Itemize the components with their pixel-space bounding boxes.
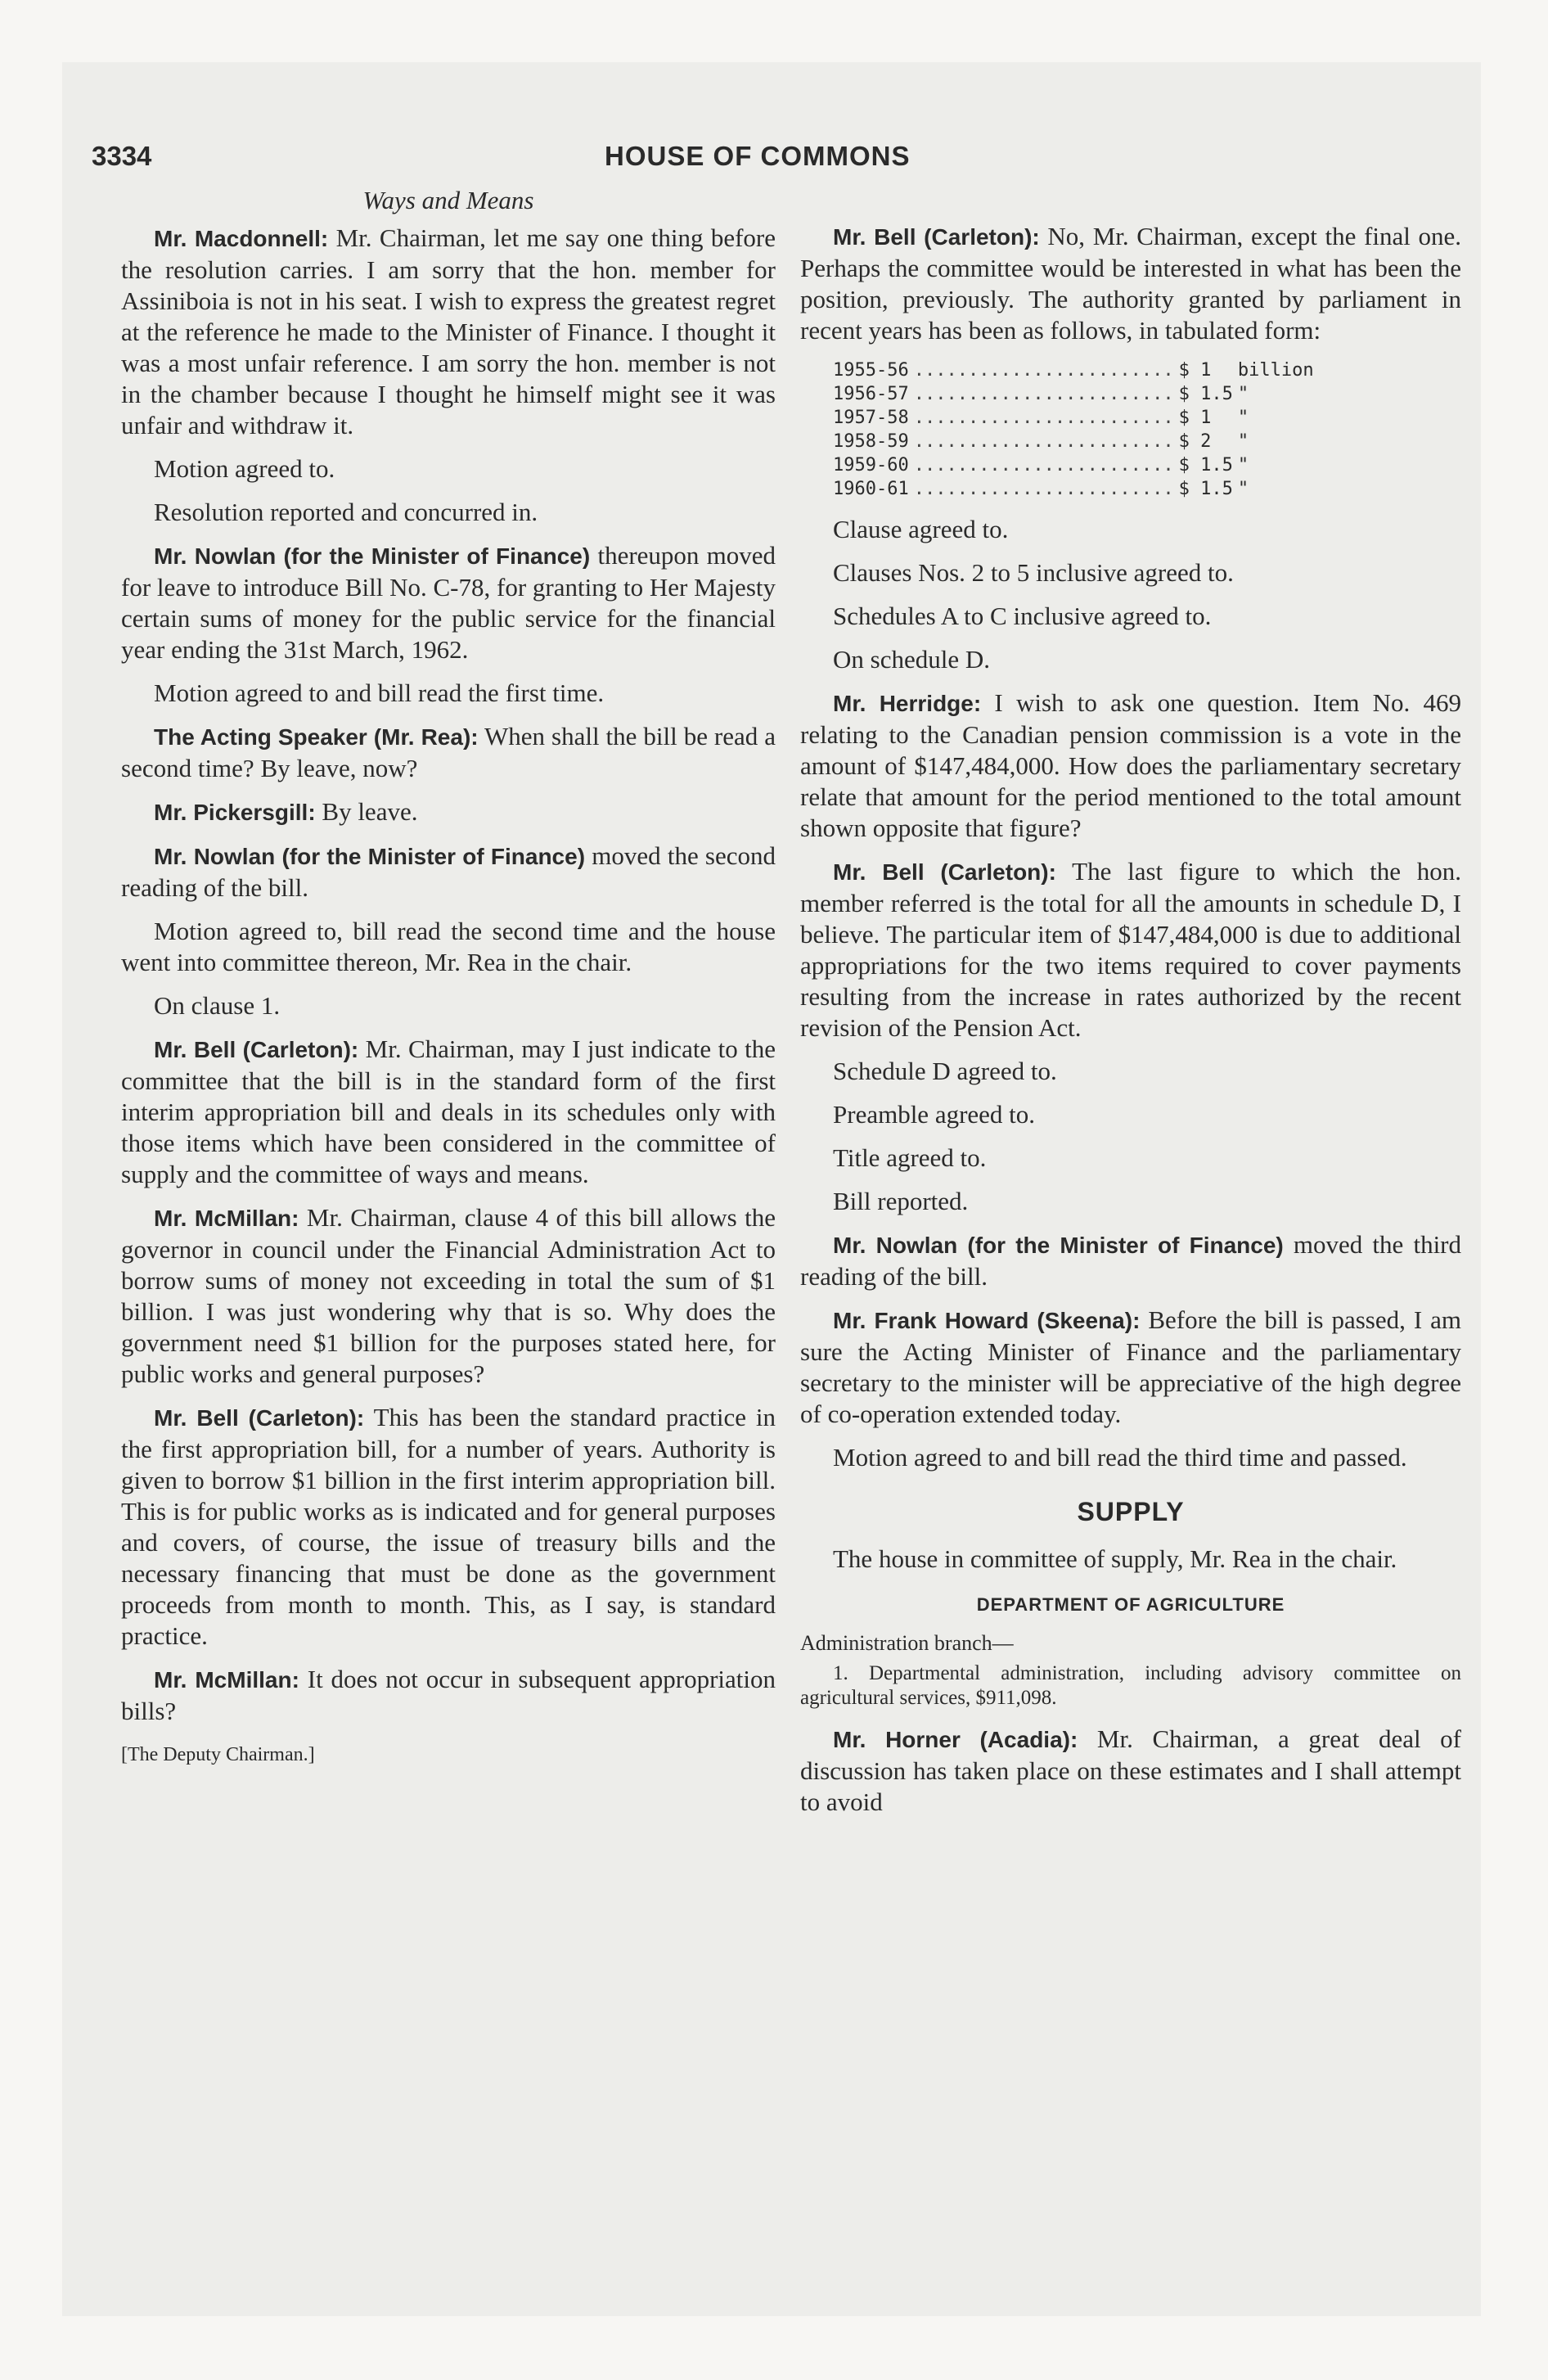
table-leader-dots: ........................ [913,408,1174,428]
table-leader-dots: ........................ [913,431,1174,452]
paragraph-text: The last figure to which the hon. member referred is the total for all the amounts in schedule D, I believe. The particular item of $147,484,000 is due to additional appropriations for the two items required to cover payments resulting from the increase in rates authorized by the recent revision of the Pension Act. [800,857,1461,1042]
speaker-name: The Acting Speaker (Mr. Rea): [154,724,479,750]
paragraph [121,1664,776,1727]
table-amount-cell: $ 2 [1178,431,1212,452]
table-amount-cell: $ 1 [1178,408,1212,428]
paragraph: Schedules A to C inclusive agreed to. [833,602,1212,630]
authority-table-row [833,430,1319,453]
paragraph: Bill reported. [833,1187,969,1215]
paragraph [800,221,1461,346]
paragraph: On clause 1. [154,991,281,1020]
paragraph: Motion agreed to, bill read the second time and the house went into committee thereon, Mr. Rea in the chair. [121,917,776,976]
paragraph-text: This has been the standard practice in the first appropriation bill, for a number of years. Authority is given to borrow $1 billion in the first interim appropriation bill. This is for public works as is indicated and for general purposes and covers, of course, the issue of treasury bills and the necessary financing that must be done as the government proceeds from month to month. This, as I say, is standard practice. [121,1403,776,1650]
table-year-cell: 1960-61 [833,479,909,499]
paragraph-text: When shall the bill be read a second time? By leave, now? [121,722,776,782]
running-head: HOUSE OF COMMONS [605,141,911,171]
paragraph [800,1229,1461,1292]
paragraph [121,540,776,665]
paragraph-text: Mr. Chairman, let me say one thing before the resolution carries. I am sorry that the hon. member for Assiniboia is not in his seat. I wish to express the greatest regret at the reference he made to the Minister of Finance. I thought it was a most unfair reference. I am sorry the hon. member is not in the chamber because I thought he himself might see it was unfair and withdraw it. [121,223,776,439]
authority-table-row [833,382,1319,406]
right-column [800,221,1461,1830]
paragraph-text: thereupon moved for leave to introduce Bill No. C-78, for granting to Her Majesty certain sums of money for the public service for the financial year ending the 31st March, 1962. [121,541,776,664]
table-amount-cell: $ 1.5 [1178,479,1233,499]
paragraph-text: It does not occur in subsequent appropriation bills? [121,1665,776,1725]
authority-table [833,358,1319,501]
left-column [121,185,776,1783]
paragraph [800,856,1461,1044]
paragraph [121,721,776,784]
paragraph-text: Before the bill is passed, I am sure the Acting Minister of Finance and the parliamentary secretary to the minister will be appreciative of the high degree of co-operation extended today. [800,1305,1461,1428]
paragraph: Motion agreed to and bill read the first time. [154,678,605,707]
paragraph-text: moved the third reading of the bill. [800,1230,1462,1291]
table-amount-cell: $ 1.5 [1178,384,1233,404]
paragraph: Title agreed to. [833,1143,987,1172]
paragraph [800,1724,1461,1818]
paragraph [121,223,776,441]
paragraph: Motion agreed to and bill read the third time and passed. [833,1443,1407,1472]
speaker-name: Mr. Bell (Carleton): [154,1405,365,1431]
paragraph: Resolution reported and concurred in. [154,498,538,526]
table-unit-cell: billion [1237,360,1314,381]
authority-table-row [833,477,1319,501]
table-amount-cell: $ 1.5 [1178,455,1233,476]
speaker-name: Mr. McMillan: [154,1667,299,1693]
authority-table-row [833,358,1319,382]
table-unit-cell: " [1237,408,1249,428]
table-leader-dots: ........................ [913,455,1174,476]
supply-heading: SUPPLY [1077,1497,1185,1526]
speaker-name: Mr. Nowlan (for the Minister of Finance) [154,844,586,869]
paragraph-text: I wish to ask one question. Item No. 469 relating to the Canadian pension commission is a vote in the amount of $147,484,000. How does the parliamentary secretary relate that amount for the period mentioned to the total amount shown opposite that figure? [800,688,1462,842]
paragraph: Preamble agreed to. [833,1100,1036,1129]
table-amount-cell: $ 1 [1178,360,1212,381]
speaker-name: Mr. Macdonnell: [154,226,329,251]
estimate-item: 1. Departmental administration, including advisory committee on agricultural services, $911,098. [800,1662,1461,1709]
paragraph-text: moved the second reading of the bill. [121,841,776,902]
paragraph: Schedule D agreed to. [833,1057,1057,1085]
table-unit-cell: " [1237,384,1249,404]
paragraph: Clause agreed to. [833,515,1009,543]
paragraph-text: No, Mr. Chairman, except the final one. Perhaps the committee would be interested in what has been the position, previously. The authority granted by parliament in recent years has been as follows, in tabulated form: [800,222,1462,345]
speaker-name: Mr. Frank Howard (Skeena): [833,1308,1141,1333]
paragraph-text: Mr. Chairman, may I just indicate to the committee that the bill is in the standard form of the first interim appropriation bill and deals in its schedules only with those items which have been considered in the committee of supply and the committee of ways and means. [121,1034,776,1188]
speaker-name: Mr. Pickersgill: [154,800,316,825]
paragraph: On schedule D. [833,645,990,674]
paragraph [121,796,776,828]
table-unit-cell: " [1237,431,1249,452]
table-leader-dots: ........................ [913,384,1174,404]
paragraph [121,841,776,904]
paragraph: Motion agreed to. [154,454,335,483]
paragraph [800,1305,1461,1430]
paragraph [121,1202,776,1390]
paragraph [121,1034,776,1190]
table-year-cell: 1957-58 [833,408,909,428]
table-unit-cell: " [1237,479,1249,499]
table-year-cell: 1958-59 [833,431,909,452]
paragraph: The house in committee of supply, Mr. Rea in the chair. [833,1544,1397,1573]
table-unit-cell: " [1237,455,1249,476]
section-subtitle: Ways and Means [362,186,534,214]
paragraph-text: By leave. [322,797,418,826]
page-number: 3334 [92,141,152,171]
speaker-name: Mr. Bell (Carleton): [154,1037,359,1062]
paragraph [121,1402,776,1652]
footer-bracket-note: [The Deputy Chairman.] [121,1744,315,1765]
paragraph [800,687,1461,844]
table-year-cell: 1959-60 [833,455,909,476]
table-year-cell: 1955-56 [833,360,909,381]
speaker-name: Mr. Nowlan (for the Minister of Finance) [833,1233,1284,1258]
department-heading: DEPARTMENT OF AGRICULTURE [976,1594,1285,1615]
speaker-name: Mr. Nowlan (for the Minister of Finance) [154,543,591,569]
paragraph: Clauses Nos. 2 to 5 inclusive agreed to. [833,558,1234,587]
paragraph-text: Mr. Chairman, a great deal of discussion has taken place on these estimates and I shall attempt to avoid [800,1724,1462,1816]
authority-table-row [833,406,1319,430]
admin-branch-label: Administration branch— [800,1631,1014,1655]
speaker-name: Mr. Bell (Carleton): [833,224,1040,250]
table-leader-dots: ........................ [913,479,1174,499]
speaker-name: Mr. Horner (Acadia): [833,1727,1078,1752]
authority-table-row [833,453,1319,477]
speaker-name: Mr. Herridge: [833,691,982,716]
speaker-name: Mr. Bell (Carleton): [833,859,1056,885]
table-year-cell: 1956-57 [833,384,909,404]
paragraph-text: Mr. Chairman, clause 4 of this bill allows the governor in council under the Financial Administration Act to borrow sums of money not exceeding in total the sum of $1 billion. I was just wondering why that is so. Why does the government need $1 billion for the purposes stated here, for public works and general purposes? [121,1203,776,1388]
table-leader-dots: ........................ [913,360,1174,381]
speaker-name: Mr. McMillan: [154,1206,299,1231]
